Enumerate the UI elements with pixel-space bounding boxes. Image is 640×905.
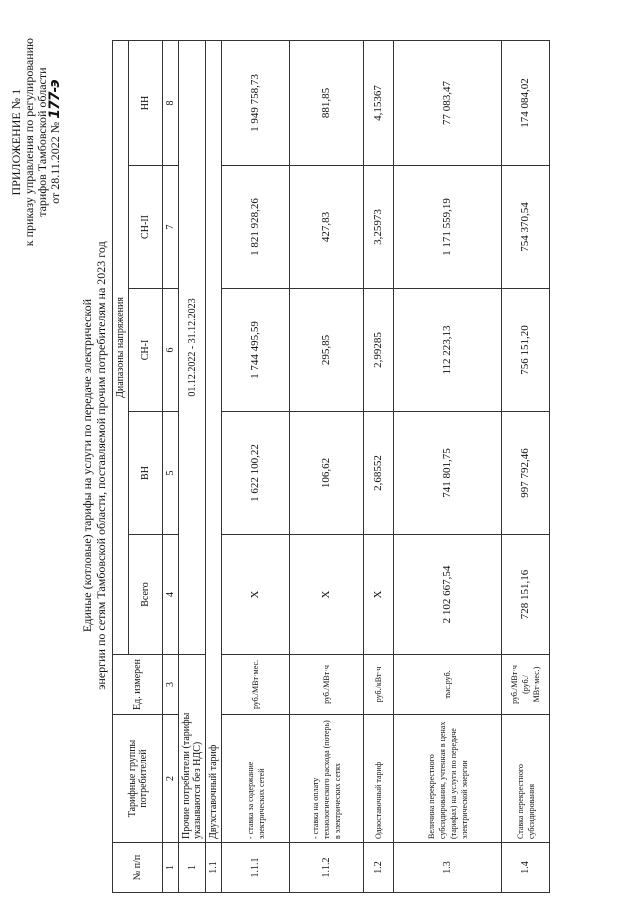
tariff-period: 01.12.2022 - 31.12.2023	[179, 40, 206, 654]
cell-total: X	[222, 535, 290, 655]
header-num: № п/п	[113, 843, 163, 893]
header-sn2: СН-II	[129, 166, 163, 289]
cell-sn2: 754 370,54	[502, 166, 550, 289]
row-num: 1	[179, 843, 206, 893]
row-label: Ставка перекрестного субсидирования	[502, 715, 550, 843]
header-total: Всего	[129, 535, 163, 655]
row-num: 1.2	[364, 843, 394, 893]
row-unit: тыс.руб.	[394, 655, 502, 715]
cell-total: 2 102 667,54	[394, 535, 502, 655]
column-numbers-row	[163, 40, 179, 892]
col-number: 2	[163, 715, 179, 843]
cell-nn: 77 083,47	[394, 40, 502, 165]
cell-vn: 2,68552	[364, 412, 394, 535]
row-label: Прочие потребители (тарифы указываются без НДС)	[179, 655, 206, 843]
table-row	[290, 40, 364, 892]
cell-vn: 741 801,75	[394, 412, 502, 535]
appendix-line-2: тарифов Тамбовской области	[35, 67, 49, 217]
order-date: от 28.11.2022 №	[48, 121, 62, 204]
row-unit: руб./МВт·мес.	[222, 655, 290, 715]
document-title	[80, 28, 108, 903]
appendix-header	[10, 38, 62, 246]
row-label: - ставка за содержание электрических сетей	[222, 715, 290, 843]
cell-sn2: 427,83	[290, 166, 364, 289]
row-num: 1.4	[502, 843, 550, 893]
title-line-2: энергии по сетям Тамбовской области, поставляемой прочим потребителям на 2023 год	[94, 241, 108, 690]
cell-nn: 174 084,02	[502, 40, 550, 165]
col-number: 4	[163, 535, 179, 655]
cell-sn2: 1 171 559,19	[394, 166, 502, 289]
cell-sn1: 295,85	[290, 289, 364, 412]
tariff-table	[112, 40, 550, 893]
row-num: 1.1	[206, 843, 222, 893]
appendix-title: ПРИЛОЖЕНИЕ № 1	[9, 88, 23, 196]
header-groups: Тарифные группы потребителей	[113, 715, 163, 843]
title-line-1: Единые (котловые) тарифы на услуги по передаче электрической	[80, 298, 94, 633]
col-number: 7	[163, 166, 179, 289]
cell-sn1: 2,99285	[364, 289, 394, 412]
row-label: - ставка на оплату технологического расхода (потерь) в электрических сетях	[290, 715, 364, 843]
cell-sn1: 112 223,13	[394, 289, 502, 412]
row-label: Одноставочный тариф	[364, 715, 394, 843]
row-unit: руб./кВт·ч	[364, 655, 394, 715]
cell-sn1: 1 744 495,59	[222, 289, 290, 412]
col-number: 1	[163, 843, 179, 893]
row-label: Величина перекрестного субсидирования, учтенная в ценах (тарифах) на услуги по передаче электрической энергии	[394, 715, 502, 843]
cell-sn2: 3,25973	[364, 166, 394, 289]
header-unit: Ед. измерен	[113, 655, 163, 715]
col-number: 6	[163, 289, 179, 412]
cell-total: X	[290, 535, 364, 655]
header-sn1: СН-I	[129, 289, 163, 412]
col-number: 5	[163, 412, 179, 535]
table-row	[364, 40, 394, 892]
appendix-line-3	[49, 38, 62, 246]
col-number: 8	[163, 40, 179, 165]
cell-nn: 881,85	[290, 40, 364, 165]
row-num: 1.1.2	[290, 843, 364, 893]
cell-sn1: 756 151,20	[502, 289, 550, 412]
cell-total: X	[364, 535, 394, 655]
header-vn: ВН	[129, 412, 163, 535]
header-row-1	[113, 40, 129, 892]
header-ranges: Диапазоны напряжения	[113, 40, 129, 654]
row-num: 1.1.1	[222, 843, 290, 893]
table-row	[502, 40, 550, 892]
order-number-handwritten: 177-э	[47, 80, 63, 119]
row-unit: руб./МВт·ч (руб./МВт·мес.)	[502, 655, 550, 715]
table-row-1	[179, 40, 206, 892]
rotated-content	[2, 28, 541, 903]
table-row-1-1	[206, 40, 222, 892]
table-row	[394, 40, 502, 892]
table-row	[222, 40, 290, 892]
header-nn: НН	[129, 40, 163, 165]
row-num: 1.3	[394, 843, 502, 893]
col-number: 3	[163, 655, 179, 715]
cell-nn: 4,15367	[364, 40, 394, 165]
cell-nn: 1 949 758,73	[222, 40, 290, 165]
cell-sn2: 1 821 928,26	[222, 166, 290, 289]
cell-vn: 1 622 100,22	[222, 412, 290, 535]
cell-vn: 997 792,46	[502, 412, 550, 535]
row-label: Двухставочный тариф	[206, 40, 222, 842]
appendix-line-1: к приказу управления по регулированию	[22, 38, 36, 247]
cell-total: 728 151,16	[502, 535, 550, 655]
row-unit: руб./МВт·ч	[290, 655, 364, 715]
cell-vn: 106,62	[290, 412, 364, 535]
